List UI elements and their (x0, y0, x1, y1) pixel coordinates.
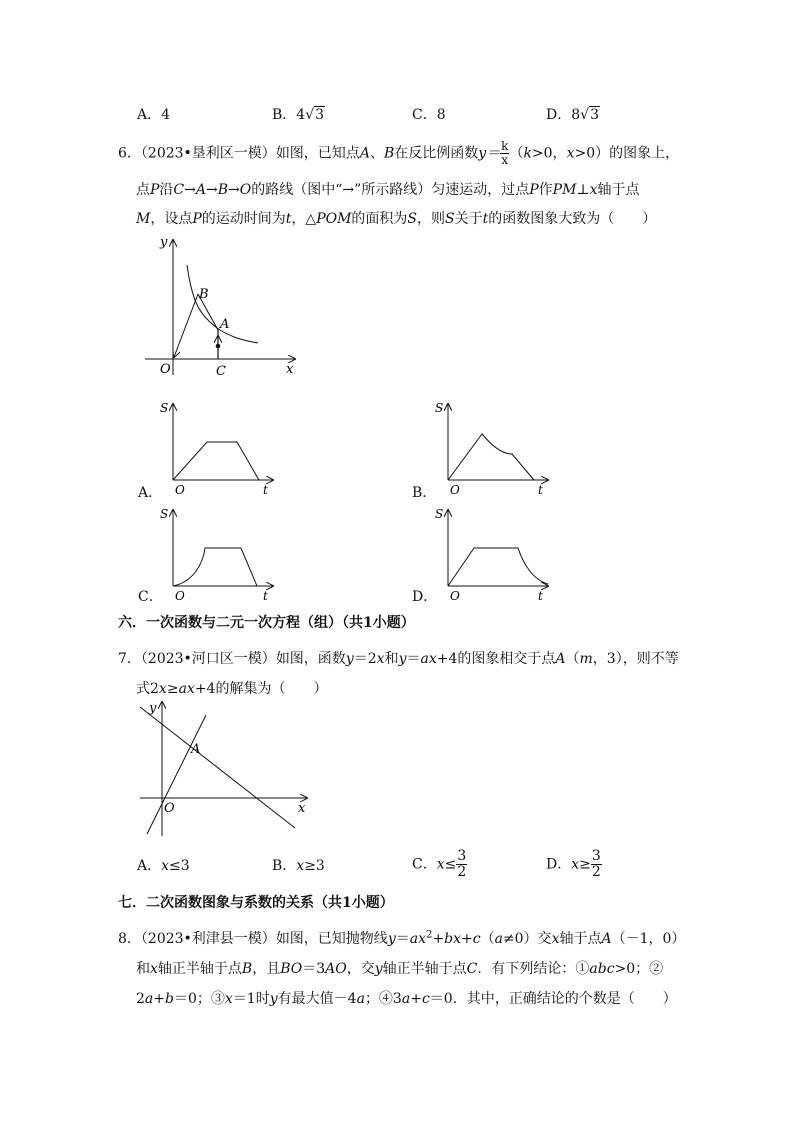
svg-text:O: O (450, 483, 460, 497)
q5-option-a: A．4 (137, 107, 171, 123)
q8-line-2: 和x轴正半轴于点B，且BO＝3AO，交y轴正半轴于点C．有下列结论：①abc>0；② (136, 961, 664, 977)
label-y: y (160, 235, 168, 250)
svg-text:O: O (450, 589, 460, 603)
q6-line-1: 6．（2023•垦利区一模）如图，已知点A、B在反比例函数y＝ $\frac{k}{x}$ （k>0，x>0）的图象上， (118, 139, 680, 167)
svg-text:A: A (191, 742, 201, 757)
svg-text:x: x (298, 801, 306, 816)
q7-option-c: C．x≤ $\frac{3}{2}$ (412, 848, 467, 880)
point-p (216, 344, 221, 349)
svg-text:S: S (160, 401, 169, 415)
label-c: C (216, 364, 226, 379)
label-a: A (220, 317, 230, 332)
q6-option-b-graph (430, 396, 560, 501)
svg-text:t: t (538, 483, 543, 497)
svg-text:O: O (175, 483, 185, 497)
q6-option-c-graph (155, 502, 285, 607)
svg-text:t: t (263, 483, 268, 497)
q6-fraction: $\frac{k}{x}$ (501, 139, 509, 167)
section-heading-6: 六．一次函数与二元一次方程（组）（共1小题） (118, 615, 415, 631)
svg-text:S: S (435, 507, 444, 521)
q7-option-d: D．x≥ $\frac{3}{2}$ (546, 848, 601, 880)
svg-text:t: t (263, 589, 268, 603)
q5-option-d: D．8√3 (546, 107, 599, 123)
svg-text:y: y (149, 701, 157, 716)
q5-option-c: C．8 (412, 107, 446, 123)
q7-figure (135, 698, 315, 838)
q8-line-1: 8．（2023•利津县一模）如图，已知抛物线$y=ax^2+bx+c(a\ne 0)$交x轴于点A（－1，0） (118, 929, 686, 947)
q8-line-3: 2a+b＝0；③x＝1时y有最大值－4a；④3a+c＝0．其中，正确结论的个数是（ ） (136, 991, 677, 1007)
svg-text:O: O (164, 801, 175, 816)
svg-text:S: S (160, 507, 169, 521)
q6-option-a-graph (155, 396, 285, 501)
q7-line-2: 式2x≥ax+4的解集为（ ） (136, 681, 328, 697)
svg-text:t: t (538, 589, 543, 603)
q5-option-b: B．4√3 (272, 107, 325, 123)
q6-main-figure (140, 230, 310, 380)
q6-option-c-label: C． (138, 589, 163, 605)
label-o: O (160, 362, 171, 377)
q6-option-d-graph (430, 502, 560, 607)
q6-option-b-label: B． (412, 485, 437, 501)
q7-option-a: A．x≤3 (137, 858, 190, 874)
line-y-2x (147, 715, 206, 834)
q7-line-1: 7．（2023•河口区一模）如图，函数y＝2x和y＝ax+4的图象相交于点A（m，3），则不等 (118, 651, 679, 667)
q7-option-b: B．x≥3 (272, 858, 325, 874)
section-heading-7: 七．二次函数图象与系数的关系（共1小题） (118, 895, 394, 911)
q6-option-d-label: D． (412, 589, 438, 605)
svg-text:O: O (175, 589, 185, 603)
label-x: x (286, 362, 294, 377)
svg-text:S: S (435, 401, 444, 415)
segment-bo (174, 294, 198, 357)
q6-option-a-label: A． (138, 485, 163, 501)
q6-line-3: M，设点P的运动时间为t，△POM的面积为S，则S关于t的函数图象大致为（ ） (136, 211, 657, 227)
q6-line-2: 点P沿C→A→B→O的路线（图中“→”所示路线）匀速运动，过点P作PM⊥x轴于点 (136, 182, 640, 198)
label-b: B (199, 287, 209, 302)
